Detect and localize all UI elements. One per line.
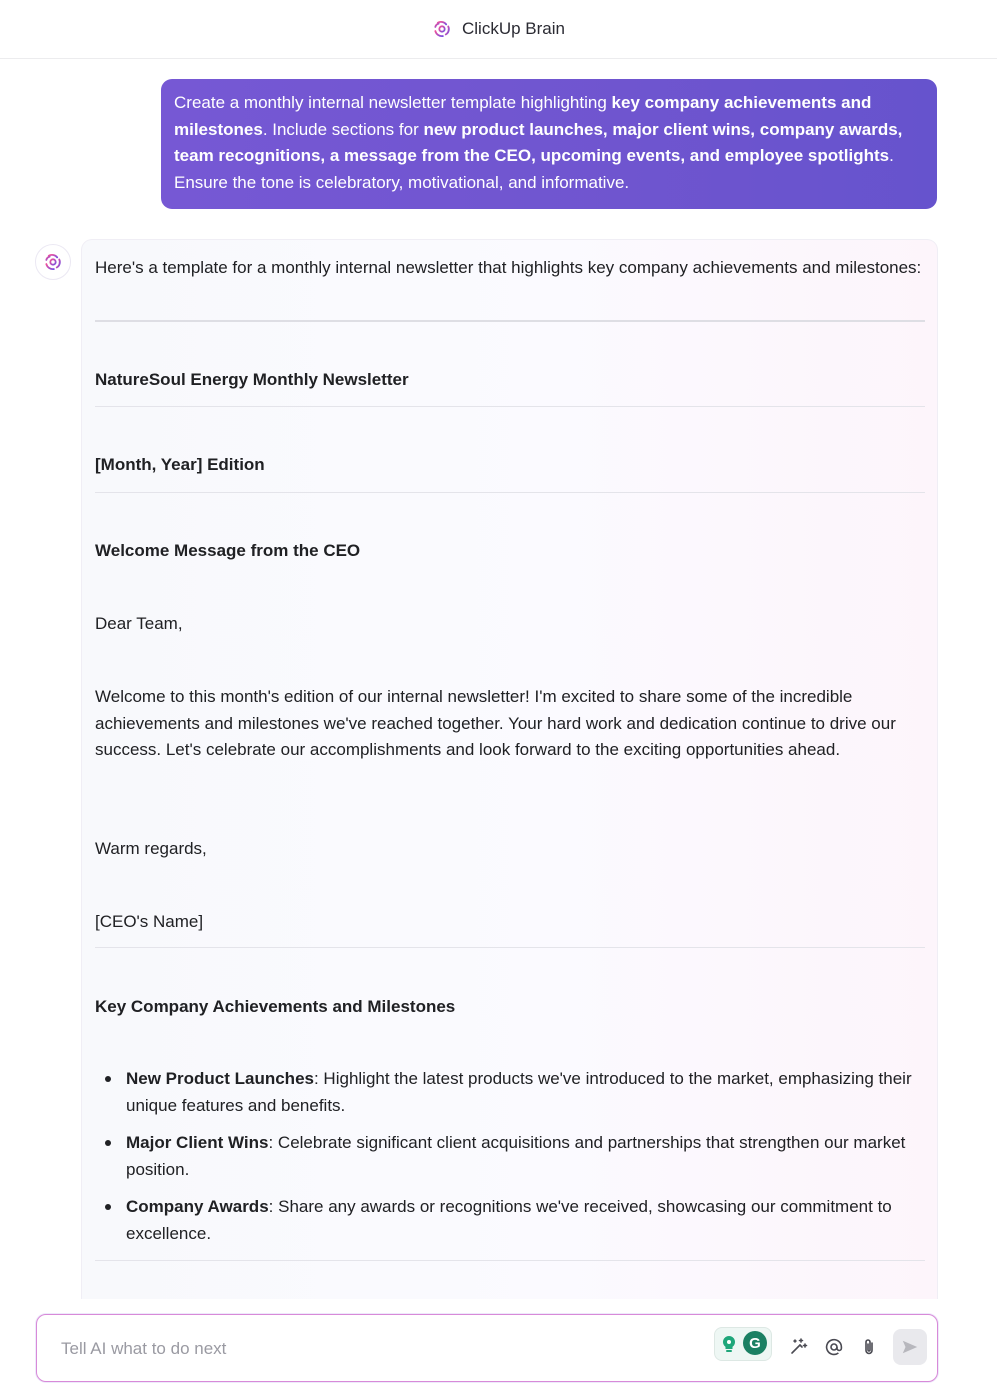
user-message-text: . Include sections for bbox=[262, 119, 424, 139]
list-item bbox=[95, 1066, 925, 1119]
achievements-heading: Key Company Achievements and Milestones bbox=[95, 997, 456, 1016]
ai-response-card bbox=[81, 239, 938, 1299]
list-item-text: : Share any awards or recognitions we've received, showcasing our commitment to excellence. bbox=[126, 1197, 892, 1243]
user-message-text: . Ensure the tone is celebratory, motivational, and informative. bbox=[174, 146, 894, 192]
list-item-title: New Product Launches bbox=[126, 1069, 314, 1088]
ai-avatar bbox=[35, 244, 71, 280]
ceo-message-body: Welcome to this month's edition of our internal newsletter! I'm excited to share some of the incredible achievements and milestones we've reached together. Your hard work and dedication continue to drive our success. Let's celebrate our accomplishments and look forward to the exciting opportunities ahead. bbox=[95, 687, 896, 759]
list-item-title: Company Awards bbox=[126, 1197, 269, 1216]
divider bbox=[95, 406, 925, 407]
grammarly-icon[interactable]: G bbox=[743, 1331, 767, 1355]
ceo-signature: [CEO's Name] bbox=[95, 912, 204, 931]
send-button[interactable] bbox=[893, 1329, 927, 1365]
divider bbox=[95, 1260, 925, 1261]
clickup-brain-logo-icon bbox=[432, 19, 452, 39]
list-item-title: Major Client Wins bbox=[126, 1133, 269, 1152]
ceo-greeting: Dear Team, bbox=[95, 614, 183, 633]
send-icon bbox=[901, 1338, 919, 1356]
ceo-section-heading: Welcome Message from the CEO bbox=[95, 541, 361, 560]
edition-label: [Month, Year] Edition bbox=[95, 455, 265, 474]
user-message-emphasis: new product launches, major client wins, company awards, team recognitions, a message from the CEO, upcoming events, and employee spotlights bbox=[174, 119, 903, 165]
list-item bbox=[95, 1194, 925, 1247]
divider bbox=[95, 492, 925, 493]
paperclip-icon[interactable] bbox=[858, 1336, 880, 1358]
user-message-bubble bbox=[161, 79, 937, 209]
user-message-text: Create a monthly internal newsletter template highlighting bbox=[174, 93, 612, 112]
lightbulb-icon[interactable] bbox=[721, 1335, 737, 1360]
achievements-list bbox=[95, 1066, 925, 1258]
ai-intro-text: Here's a template for a monthly internal newsletter that highlights key company achievements and milestones: bbox=[95, 258, 922, 277]
clickup-brain-avatar-icon bbox=[43, 252, 63, 272]
list-item bbox=[95, 1130, 925, 1183]
list-item-text: : Celebrate significant client acquisitions and partnerships that strengthen our market position. bbox=[126, 1133, 906, 1179]
header-title: ClickUp Brain bbox=[462, 19, 565, 38]
magic-wand-icon[interactable] bbox=[787, 1336, 809, 1358]
app-header bbox=[0, 0, 997, 59]
header-brand bbox=[432, 19, 565, 39]
list-item-text: : Highlight the latest products we've introduced to the market, emphasizing their unique features and benefits. bbox=[126, 1069, 912, 1115]
prompt-input[interactable] bbox=[59, 1335, 683, 1363]
user-message-emphasis: key company achievements and milestones bbox=[174, 93, 872, 139]
divider bbox=[95, 320, 925, 322]
at-sign-icon[interactable] bbox=[823, 1336, 845, 1358]
ceo-closing: Warm regards, bbox=[95, 839, 207, 858]
divider bbox=[95, 947, 925, 948]
newsletter-title: NatureSoul Energy Monthly Newsletter bbox=[95, 370, 409, 389]
prompt-composer bbox=[36, 1314, 938, 1382]
